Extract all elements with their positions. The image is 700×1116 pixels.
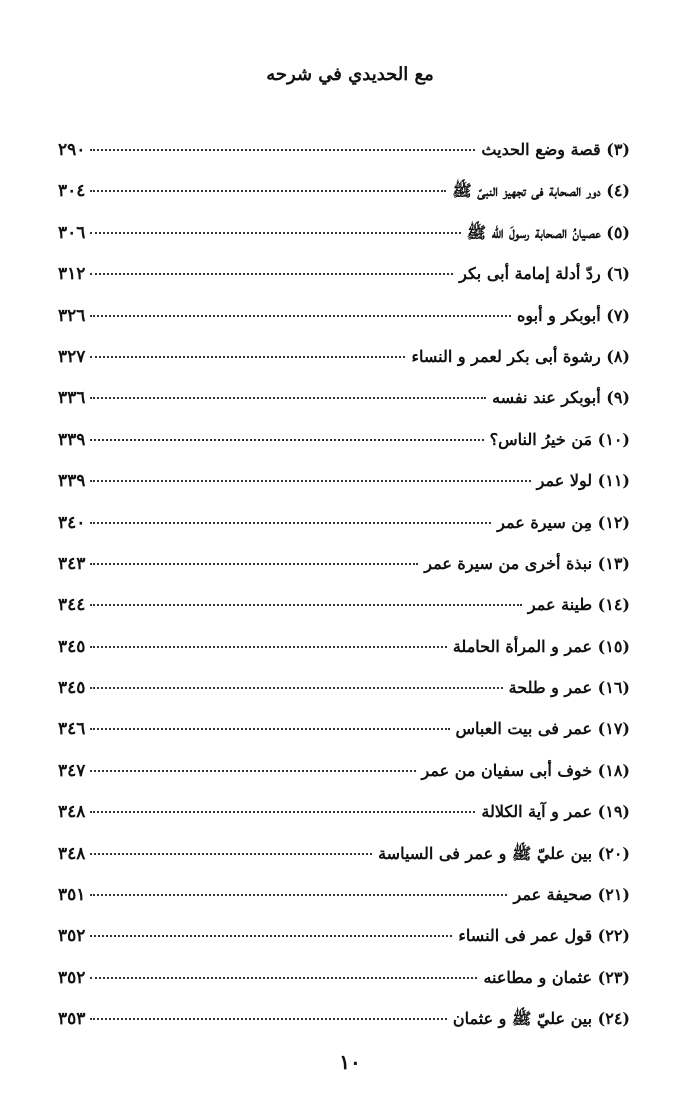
toc-entry-page-number: ٣٥٣ (58, 1009, 86, 1030)
toc-entry (58, 181, 630, 222)
toc-entry-page-number: ٣٤٨ (58, 802, 86, 823)
dot-leader (90, 728, 450, 730)
dot-leader (90, 356, 405, 358)
toc-entry (58, 719, 630, 760)
dot-leader (90, 232, 461, 234)
toc-entry-page-number: ٣٣٩ (58, 429, 86, 450)
toc-entry-page-number: ٣٤٤ (58, 595, 86, 616)
dot-leader (90, 977, 477, 979)
toc-entry-title: (١١) لولا عمر (536, 471, 630, 491)
toc-entry-page-number: ٣٤٥ (58, 678, 86, 699)
toc-entry-page-number: ٣٤٣ (58, 553, 86, 574)
toc-entry (58, 595, 630, 636)
toc-entry-title: (١٢) مِن سيرة عمر (497, 512, 630, 532)
toc-entry-title: (٥) عصيانُ الصحابة رسولَ الله ﷺ (466, 222, 630, 242)
toc-entry-page-number: ٣٥٢ (58, 967, 86, 988)
page-number: ١٠ (339, 1050, 361, 1074)
dot-leader (90, 315, 511, 317)
running-header: مع الحديدي في شرحه (266, 64, 434, 85)
dot-leader (90, 811, 475, 813)
toc-entry-title: (٧) أبوبكر و أبوه (516, 305, 630, 325)
toc-entry-page-number: ٣٠٦ (58, 222, 86, 243)
toc-entry (58, 1009, 630, 1050)
dot-leader (90, 439, 484, 441)
toc-entry (58, 306, 630, 347)
toc-entry (58, 471, 630, 512)
toc-entry-page-number: ٣٠٤ (58, 181, 86, 202)
toc-entry-page-number: ٣٣٩ (58, 471, 86, 492)
dot-leader (90, 1018, 447, 1020)
toc-entry-title: (١٧) عمر فى بيت العباس (455, 719, 630, 739)
toc-entry (58, 223, 630, 264)
toc-entry-title: (١٤) طينة عمر (527, 595, 630, 615)
toc-entry-title: (١٣) نبذة أخرى من سيرة عمر (424, 553, 630, 573)
dot-leader (90, 894, 507, 896)
toc-entry (58, 347, 630, 388)
toc-entry-page-number: ٣٤٦ (58, 719, 86, 740)
toc-entry-page-number: ٣٥٢ (58, 926, 86, 947)
toc-entry-page-number: ٣٤٨ (58, 843, 86, 864)
table-of-contents (58, 140, 630, 1051)
toc-entry-page-number: ٣٤٥ (58, 636, 86, 657)
dot-leader (90, 273, 453, 275)
dot-leader (90, 935, 452, 937)
toc-entry-title: (٢١) صحيفة عمر (513, 885, 630, 905)
toc-entry (58, 388, 630, 429)
toc-entry (58, 140, 630, 181)
toc-entry-page-number: ٣٥١ (58, 885, 86, 906)
toc-entry (58, 430, 630, 471)
toc-entry (58, 761, 630, 802)
toc-entry (58, 513, 630, 554)
toc-entry-title: (٤) دور الصحابة فى تجهيز النبىّ ﷺ (452, 181, 630, 201)
dot-leader (90, 853, 372, 855)
dot-leader (90, 480, 531, 482)
toc-entry-title: (١٦) عمر و طلحة (508, 678, 630, 698)
toc-entry-title: (٨) رشوة أبى بكر لعمر و النساء (411, 346, 630, 366)
dot-leader (90, 687, 503, 689)
toc-entry-title: (١٨) خوف أبى سفيان من عمر (421, 760, 630, 780)
toc-entry (58, 264, 630, 305)
dot-leader (90, 149, 475, 151)
dot-leader (90, 563, 418, 565)
toc-entry-page-number: ٣٢٦ (58, 305, 86, 326)
toc-entry-page-number: ٣١٢ (58, 264, 86, 285)
toc-entry-title: (٣) قصة وضع الحديث (481, 140, 630, 159)
toc-entry (58, 926, 630, 967)
toc-entry (58, 885, 630, 926)
toc-entry (58, 968, 630, 1009)
toc-entry (58, 844, 630, 885)
dot-leader (90, 522, 491, 524)
dot-leader (90, 190, 446, 192)
toc-entry-title: (٢٣) عثمان و مطاعنه (483, 967, 630, 987)
toc-entry-title: (٢٠) بين عليّ ﷺ و عمر فى السياسة (378, 843, 630, 863)
dot-leader (90, 604, 522, 606)
toc-entry (58, 802, 630, 843)
toc-entry-title: (٩) أبوبكر عند نفسه (492, 388, 630, 408)
toc-entry-title: (١٠) مَن خيرُ الناس؟ (489, 429, 630, 449)
toc-entry-title: (١٩) عمر و آية الكلالة (481, 802, 630, 822)
toc-entry-page-number: ٣٤٧ (58, 760, 86, 781)
toc-entry-page-number: ٣٤٠ (58, 512, 86, 533)
toc-entry-page-number: ٢٩٠ (58, 140, 86, 160)
dot-leader (90, 770, 416, 772)
toc-entry-title: (٢٤) بين عليّ ﷺ و عثمان (452, 1009, 630, 1029)
dot-leader (90, 646, 447, 648)
toc-entry-title: (١٥) عمر و المرأة الحاملة (452, 636, 630, 656)
toc-entry-page-number: ٣٣٦ (58, 388, 86, 409)
toc-entry-title: (٢٢) قول عمر فى النساء (458, 926, 630, 946)
toc-entry (58, 637, 630, 678)
toc-entry-title: (٦) ردّ أدلة إمامة أبى بكر (459, 264, 630, 284)
toc-entry (58, 554, 630, 595)
toc-entry (58, 678, 630, 719)
toc-entry-page-number: ٣٢٧ (58, 346, 86, 367)
dot-leader (90, 397, 486, 399)
